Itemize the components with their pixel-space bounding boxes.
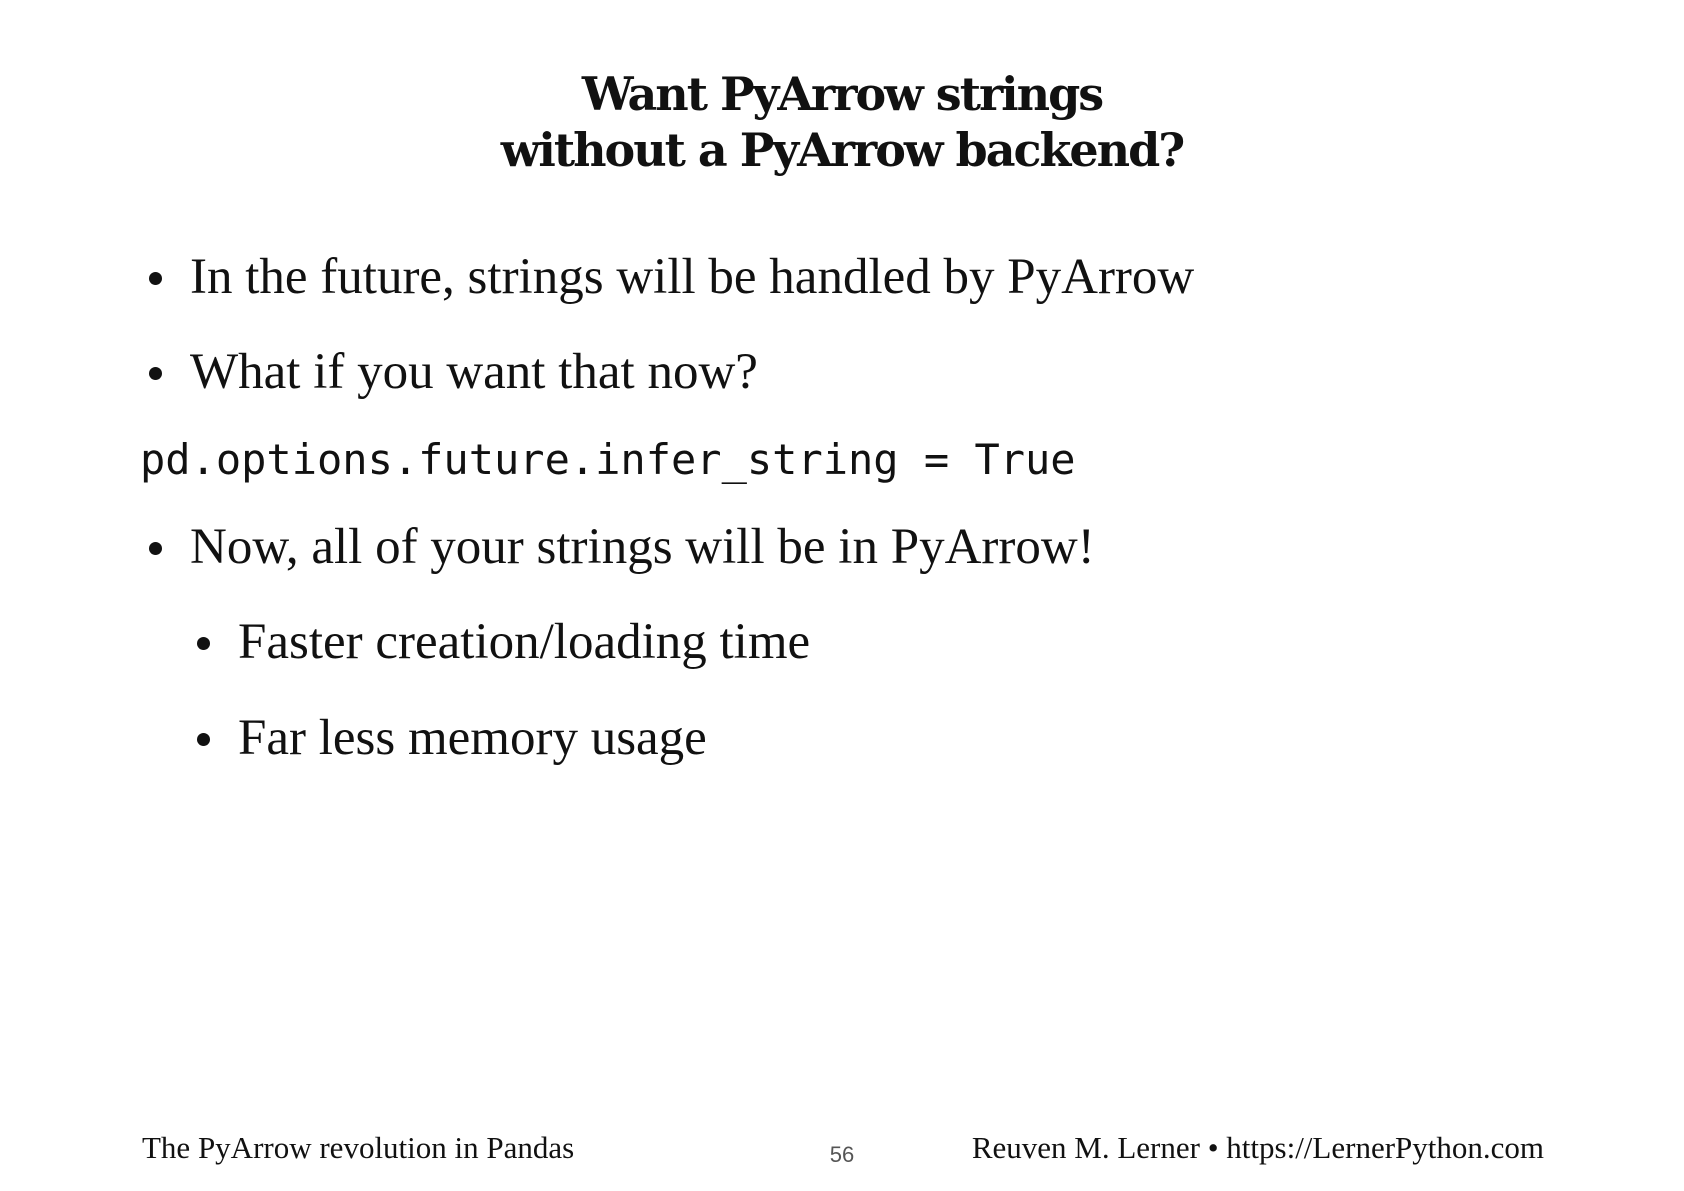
bullet-item — [190, 247, 1194, 307]
code-line: pd.options.future.infer_string = True — [140, 435, 1076, 484]
slide-title-line-2: without a PyArrow backend? — [500, 123, 1184, 177]
bullet-text: What if you want that now? — [190, 344, 758, 400]
bullet-item — [190, 342, 758, 402]
sub-bullet-item — [238, 612, 810, 672]
footer-author: Reuven M. Lerner • https://LernerPython.com — [971, 1130, 1544, 1165]
slide-title-line-1: Want PyArrow strings — [581, 67, 1103, 121]
bullet-item — [190, 517, 1095, 577]
footer-presentation-title: The PyArrow revolution in Pandas — [142, 1130, 575, 1165]
bullet-dot-icon — [149, 367, 162, 380]
page-number: 56 — [829, 1142, 855, 1167]
sub-bullet-item — [238, 708, 707, 768]
slide-title — [0, 66, 1684, 178]
sub-bullet-text: Faster creation/loading time — [238, 614, 811, 670]
bullet-dot-icon — [149, 272, 162, 285]
bullet-dot-icon — [197, 733, 210, 746]
bullet-dot-icon — [197, 637, 210, 650]
sub-bullet-text: Far less memory usage — [238, 710, 707, 766]
bullet-text: In the future, strings will be handled by PyArrow — [190, 249, 1195, 305]
bullet-text: Now, all of your strings will be in PyArrow! — [190, 519, 1095, 575]
bullet-dot-icon — [149, 542, 162, 555]
